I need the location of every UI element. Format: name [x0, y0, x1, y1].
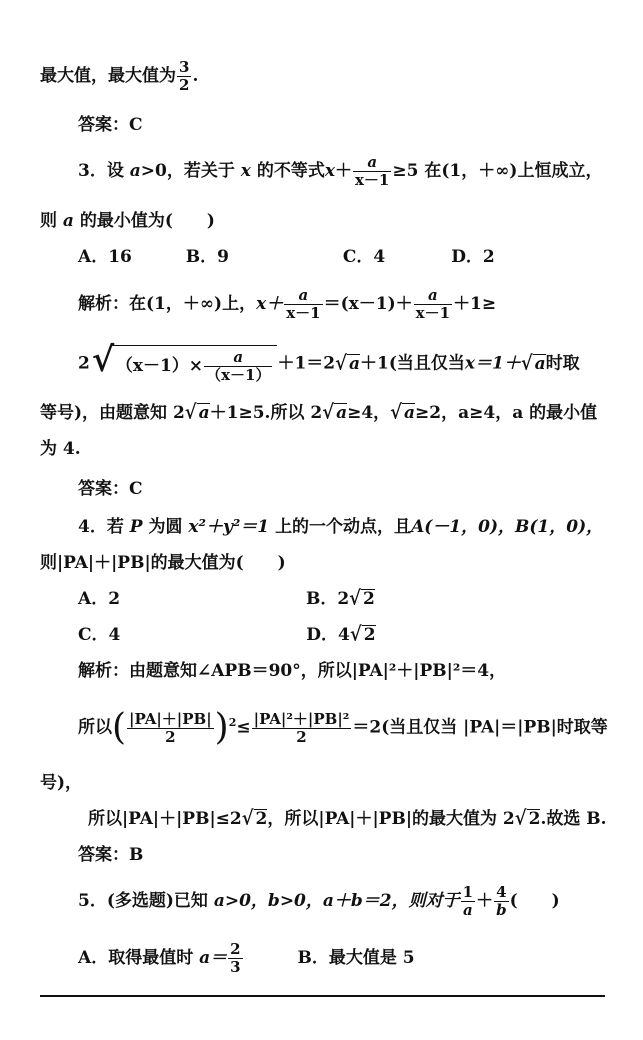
- sqrt-content: 2: [528, 809, 541, 829]
- option-b: B．最大值是 5: [297, 948, 415, 968]
- answer-4: 答案：B: [78, 845, 144, 865]
- fraction-denominator: 2: [179, 76, 190, 94]
- text: ( ): [509, 891, 560, 911]
- fraction-numerator: a: [353, 155, 391, 172]
- text: ＝2(当且仅当 |PA|＝|PB|时取等: [352, 717, 608, 738]
- fraction: [494, 885, 509, 918]
- fraction: [127, 709, 214, 746]
- sqrt-content: 2: [363, 625, 376, 645]
- text: ≥5 在(1，＋∞)上恒成立，: [392, 161, 603, 181]
- variable: x: [240, 161, 251, 181]
- text: ＋: [476, 891, 494, 911]
- solution-4-line-3: 号)，: [40, 773, 83, 793]
- sqrt-icon: √: [184, 400, 197, 424]
- question-3-line-2: [40, 208, 615, 234]
- sqrt-icon: √: [349, 622, 362, 646]
- text: A(－1，0)，B(1，0)，: [411, 517, 604, 537]
- right-paren-icon: ): [214, 707, 229, 748]
- solution-3-line-4: 为 4.: [40, 439, 81, 459]
- solution-4-line-1: 解析：由题意知∠APB＝90°，所以|PA|²＋|PB|²＝4，: [78, 661, 507, 681]
- text: ＋1≥: [453, 294, 497, 314]
- text: ，所以|PA|＋|PB|的最大值为 2: [267, 809, 515, 829]
- fraction: [177, 60, 191, 93]
- text: 4．若: [78, 517, 124, 537]
- variable: P: [129, 517, 143, 537]
- sqrt-content: a: [534, 353, 546, 374]
- variable: x: [324, 161, 335, 181]
- option-a: A．2: [78, 589, 121, 609]
- solution-4-line-4: [88, 806, 615, 832]
- text: 则: [40, 211, 57, 231]
- option-b: B．9: [185, 247, 229, 267]
- answer-3: 答案：C: [78, 479, 143, 499]
- question-4-options-row-2: [78, 622, 615, 648]
- sqrt-content: 2: [363, 589, 375, 609]
- answer-1: 答案：C: [78, 115, 143, 135]
- fraction: [353, 155, 391, 188]
- text: 解析：在(1，＋∞)上，: [78, 294, 257, 314]
- text: ＝(x－1)＋: [323, 294, 413, 314]
- text: 为圆: [148, 517, 183, 537]
- text: a＝: [199, 948, 228, 968]
- text: （x－1）×: [115, 356, 204, 376]
- text: x＋: [256, 294, 284, 314]
- fraction-numerator: 1: [462, 883, 474, 901]
- option-a: A．16: [78, 247, 132, 267]
- text: ＋1(当且仅当: [359, 353, 465, 374]
- sqrt-content: a: [198, 403, 210, 423]
- sqrt-content: a: [336, 403, 348, 423]
- question-4-line-2: 则|PA|＋|PB|的最大值为( ): [40, 553, 286, 573]
- fraction-denominator: x－1: [354, 171, 390, 189]
- text: 最大值，最大值为: [40, 66, 176, 86]
- fraction: [204, 350, 272, 383]
- fraction-denominator: 3: [230, 958, 241, 976]
- solution-3-line-2: [78, 345, 615, 383]
- text-line-1: [40, 60, 615, 93]
- sqrt-icon: √: [322, 400, 335, 424]
- text: a>0，b>0，a＋b＝2，则对于: [213, 891, 460, 911]
- text: ＋1≥5.所以 2: [209, 403, 323, 423]
- question-4-line-1: [78, 514, 615, 540]
- fraction-denominator: （x－1）: [206, 366, 271, 384]
- fraction: [461, 885, 475, 918]
- fraction-numerator: a: [284, 288, 322, 305]
- fraction-denominator: x－1: [415, 304, 451, 322]
- sqrt-icon: √: [335, 351, 347, 375]
- text: x＝1＋: [464, 353, 521, 374]
- question-3-line-1: [78, 155, 615, 188]
- fraction-numerator: a: [204, 350, 272, 367]
- option-d: D．2: [451, 247, 495, 267]
- question-5-line-1: [78, 885, 615, 918]
- sqrt-content: 2: [255, 809, 268, 829]
- text: 2: [78, 353, 90, 374]
- option-b: B．2: [305, 589, 350, 609]
- option-a: A．取得最值时: [78, 948, 194, 968]
- text: 3．设: [78, 161, 124, 181]
- question-3-options: [78, 244, 615, 270]
- option-c: C．4: [342, 247, 386, 267]
- fraction: [252, 709, 352, 746]
- solution-3-line-1: [78, 288, 615, 321]
- text: ＋1＝2: [277, 353, 336, 374]
- solution-4-line-2: [78, 707, 615, 748]
- text: ≥2，a≥4，a 的最小值: [415, 403, 598, 423]
- footer-divider: [40, 995, 605, 997]
- sqrt-icon: √: [520, 351, 533, 375]
- fraction-numerator: |PA|＋|PB|: [129, 709, 212, 728]
- square-root: [92, 345, 278, 383]
- sqrt-content: a: [348, 353, 360, 374]
- text: .故选 B.: [540, 809, 607, 829]
- equation: x²＋y²＝1: [188, 517, 270, 537]
- fraction-denominator: b: [496, 901, 507, 919]
- text: 等号)，由题意知 2: [40, 403, 185, 423]
- text: 所以|PA|＋|PB|≤2: [88, 809, 242, 829]
- option-d: D．4: [306, 625, 350, 645]
- sqrt-icon: √: [514, 806, 527, 830]
- text: 的不等式: [256, 161, 325, 181]
- text: ≥4，: [347, 403, 391, 423]
- fraction-denominator: 2: [296, 727, 307, 746]
- text: 的最小值为( ): [79, 211, 215, 231]
- sqrt-content: a: [404, 403, 416, 423]
- fraction: [414, 288, 452, 321]
- text: 所以: [78, 717, 112, 738]
- fraction-numerator: 4: [494, 885, 509, 902]
- text: >0，若关于: [140, 161, 235, 181]
- option-c: C．4: [78, 625, 121, 645]
- text: .: [192, 66, 199, 86]
- text: 上的一个动点，且: [275, 517, 412, 537]
- sqrt-icon: √: [349, 586, 361, 610]
- left-paren-icon: (: [112, 707, 127, 748]
- question-4-options-row-1: [78, 586, 615, 612]
- question-5-options: [78, 942, 615, 975]
- fraction-numerator: |PA|²＋|PB|²: [253, 709, 350, 728]
- text: 时取: [545, 353, 580, 374]
- fraction-numerator: a: [414, 288, 452, 305]
- text: ＋: [334, 161, 352, 181]
- sqrt-icon: √: [390, 400, 403, 424]
- fraction: [228, 942, 242, 975]
- exponent: 2: [228, 715, 237, 729]
- text: ≤: [236, 717, 251, 738]
- sqrt-icon: √: [241, 806, 254, 830]
- variable: a: [129, 161, 141, 181]
- fraction: [284, 288, 322, 321]
- fraction-denominator: x－1: [286, 304, 321, 322]
- variable: a: [62, 211, 74, 231]
- fraction-denominator: 2: [165, 727, 176, 746]
- fraction-numerator: 2: [230, 940, 241, 958]
- fraction-numerator: 3: [179, 58, 190, 76]
- text: 5．(多选题)已知: [78, 891, 208, 911]
- fraction-denominator: a: [462, 901, 473, 919]
- solution-3-line-3: [40, 400, 615, 426]
